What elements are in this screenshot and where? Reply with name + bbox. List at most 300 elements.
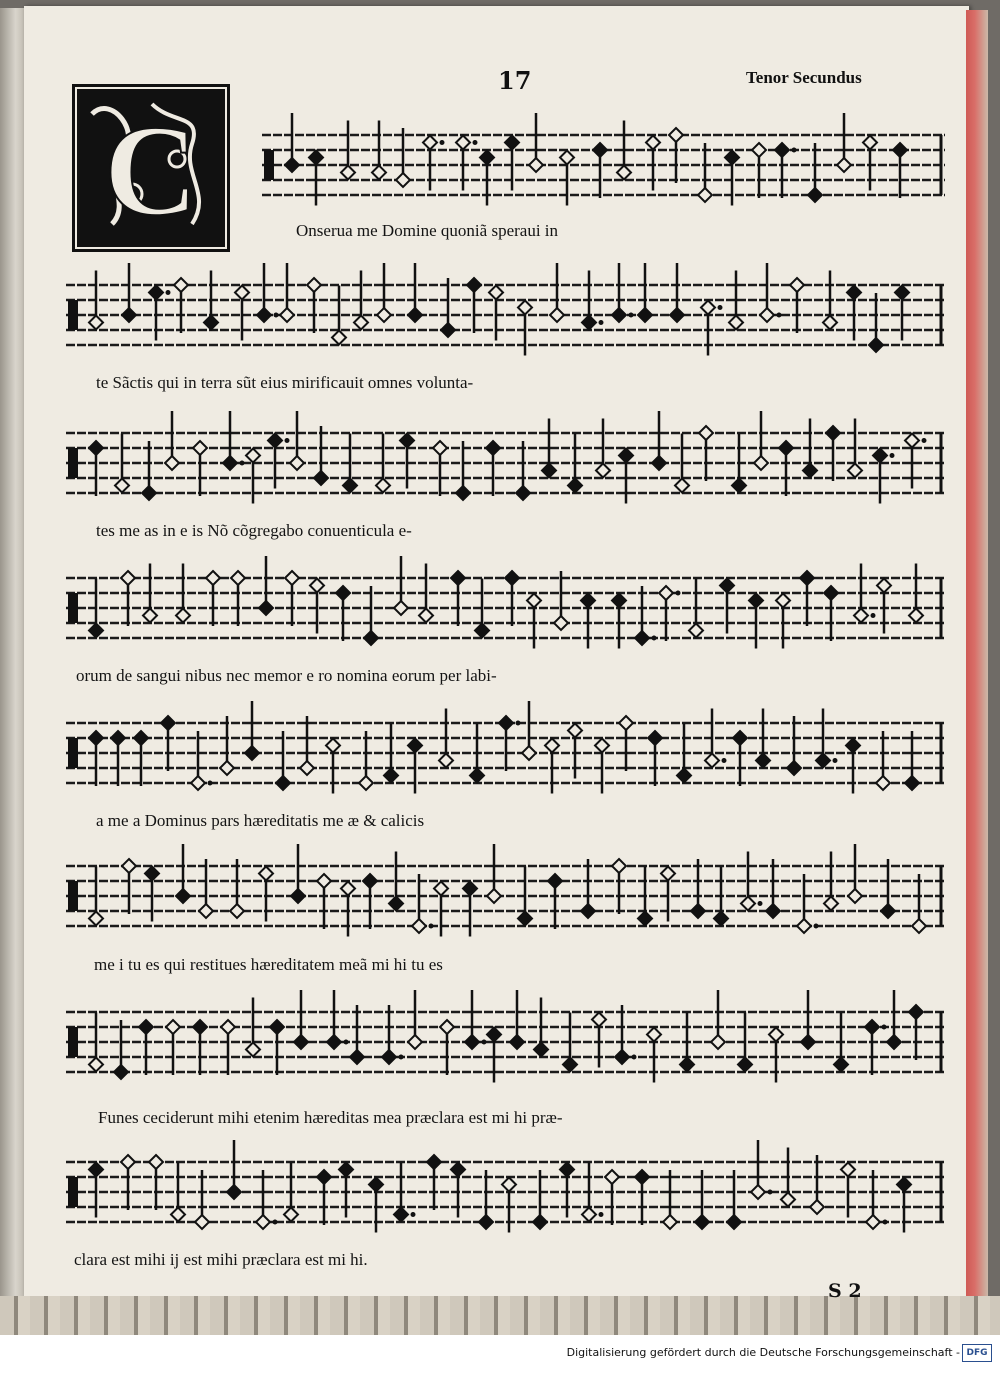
note-head	[808, 188, 822, 202]
note-head	[595, 739, 609, 753]
note-head	[560, 1163, 574, 1177]
note-head	[848, 464, 862, 478]
note-head	[489, 286, 503, 300]
initial-letter: C	[104, 99, 198, 243]
note-head	[617, 166, 631, 180]
note-head	[691, 904, 705, 918]
note-head	[865, 1020, 879, 1034]
note-dot	[285, 438, 290, 443]
note-dot	[833, 758, 838, 763]
note-head	[291, 889, 305, 903]
note-dot	[429, 924, 434, 929]
lyric-line-4: orum de sangui nibus nec memor e ro nomina eorum per labi-	[76, 666, 497, 685]
staff	[66, 263, 945, 356]
note-head	[897, 1178, 911, 1192]
note-head	[408, 308, 422, 322]
note-head	[847, 286, 861, 300]
staff	[66, 411, 945, 504]
note-head	[698, 188, 712, 202]
page-number: 17	[498, 66, 532, 95]
note-head	[670, 308, 684, 322]
note-head	[689, 624, 703, 638]
note-head	[456, 136, 470, 150]
note-head	[869, 338, 883, 352]
note-head	[582, 316, 596, 330]
note-dot	[599, 320, 604, 325]
note-head	[518, 301, 532, 315]
note-dot	[516, 721, 521, 726]
note-dot	[482, 1040, 487, 1045]
lyric-line-5: a me a Dominus pars hæreditatis me æ & calicis	[96, 811, 425, 830]
note-head	[268, 434, 282, 448]
note-head	[533, 1215, 547, 1229]
note-dot	[768, 1190, 773, 1195]
note-head	[810, 1200, 824, 1214]
note-head	[846, 739, 860, 753]
note-dot	[777, 313, 782, 318]
staff	[66, 556, 945, 649]
note-head	[166, 1020, 180, 1034]
note-head	[663, 1215, 677, 1229]
note-head	[776, 594, 790, 608]
note-head	[350, 1050, 364, 1064]
note-dot	[240, 461, 245, 466]
clef	[68, 881, 78, 911]
note-head	[905, 776, 919, 790]
note-head	[89, 624, 103, 638]
note-head	[121, 1155, 135, 1169]
voice-part-title: Tenor Secundus	[746, 68, 862, 87]
note-dot	[273, 1220, 278, 1225]
note-dot	[344, 1040, 349, 1045]
note-head	[451, 571, 465, 585]
note-head	[905, 434, 919, 448]
note-head	[235, 286, 249, 300]
note-head	[376, 479, 390, 493]
note-head	[749, 594, 763, 608]
note-head	[659, 586, 673, 600]
note-dot	[652, 636, 657, 641]
note-dot	[208, 781, 213, 786]
note-head	[801, 1035, 815, 1049]
note-head	[256, 1215, 270, 1229]
note-head	[176, 889, 190, 903]
note-head	[638, 912, 652, 926]
note-head	[873, 449, 887, 463]
note-head	[317, 1170, 331, 1184]
note-head	[121, 571, 135, 585]
note-head	[434, 882, 448, 896]
note-head	[615, 1050, 629, 1064]
note-head	[522, 746, 536, 760]
note-head	[134, 731, 148, 745]
note-head	[341, 882, 355, 896]
note-head	[246, 1043, 260, 1057]
note-head	[797, 919, 811, 933]
note-head	[412, 919, 426, 933]
note-head	[826, 426, 840, 440]
note-head	[142, 486, 156, 500]
note-head	[545, 739, 559, 753]
note-head	[89, 731, 103, 745]
book-binding	[0, 1296, 1000, 1336]
note-head	[837, 158, 851, 172]
signature-mark: S 2	[828, 1280, 862, 1302]
note-head	[581, 904, 595, 918]
lyric-line-2: te Sãctis qui in terra sũt eius mirificauit omnes volunta-	[96, 373, 474, 392]
note-head	[638, 308, 652, 322]
note-head	[675, 479, 689, 493]
note-head	[502, 1178, 516, 1192]
note-head	[895, 286, 909, 300]
note-head	[487, 1028, 501, 1042]
staff	[262, 113, 945, 206]
note-head	[396, 173, 410, 187]
note-head	[227, 1185, 241, 1199]
note-head	[581, 594, 595, 608]
note-dot	[882, 1025, 887, 1030]
note-head	[790, 278, 804, 292]
note-head	[787, 761, 801, 775]
note-head	[714, 912, 728, 926]
note-head	[751, 1185, 765, 1199]
note-head	[741, 897, 755, 911]
note-head	[377, 308, 391, 322]
note-head	[327, 1035, 341, 1049]
note-head	[343, 479, 357, 493]
note-head	[394, 1208, 408, 1222]
note-head	[259, 867, 273, 881]
note-head	[294, 1035, 308, 1049]
clef	[68, 1027, 78, 1057]
note-head	[336, 586, 350, 600]
note-head	[554, 616, 568, 630]
clef	[68, 738, 78, 768]
note-head	[752, 143, 766, 157]
note-head	[193, 441, 207, 455]
note-head	[270, 1020, 284, 1034]
note-head	[824, 897, 838, 911]
digitization-footer	[0, 1335, 1000, 1375]
note-dot	[890, 453, 895, 458]
note-head	[720, 579, 734, 593]
note-dot	[922, 438, 927, 443]
note-head	[206, 571, 220, 585]
note-head	[259, 601, 273, 615]
note-head	[204, 316, 218, 330]
note-head	[848, 889, 862, 903]
note-head	[635, 631, 649, 645]
note-head	[114, 1065, 128, 1079]
note-dot	[814, 924, 819, 929]
note-head	[174, 278, 188, 292]
note-head	[149, 1155, 163, 1169]
note-head	[648, 731, 662, 745]
note-dot	[718, 305, 723, 310]
note-dot	[792, 148, 797, 153]
note-head	[834, 1058, 848, 1072]
note-head	[427, 1155, 441, 1169]
note-head	[699, 426, 713, 440]
staff	[66, 990, 945, 1083]
note-head	[89, 316, 103, 330]
note-head	[341, 166, 355, 180]
note-head	[389, 897, 403, 911]
note-head	[423, 136, 437, 150]
note-head	[534, 1043, 548, 1057]
note-head	[359, 776, 373, 790]
note-head	[510, 1035, 524, 1049]
note-head	[760, 308, 774, 322]
note-head	[661, 867, 675, 881]
note-head	[257, 308, 271, 322]
note-head	[161, 716, 175, 730]
note-head	[89, 441, 103, 455]
note-head	[400, 434, 414, 448]
note-head	[300, 761, 314, 775]
note-dot	[722, 758, 727, 763]
note-head	[199, 904, 213, 918]
note-head	[619, 449, 633, 463]
note-head	[711, 1035, 725, 1049]
note-head	[605, 1170, 619, 1184]
note-head	[280, 308, 294, 322]
note-head	[635, 1170, 649, 1184]
note-head	[612, 308, 626, 322]
note-head	[505, 571, 519, 585]
note-head	[384, 769, 398, 783]
note-head	[245, 746, 259, 760]
note-head	[592, 1013, 606, 1027]
note-head	[122, 859, 136, 873]
note-head	[372, 166, 386, 180]
note-head	[881, 904, 895, 918]
note-head	[542, 464, 556, 478]
note-head	[440, 1020, 454, 1034]
note-head	[408, 1035, 422, 1049]
lyric-line-1: Onserua me Domine quoniã speraui in	[296, 221, 559, 240]
note-head	[89, 1163, 103, 1177]
note-head	[382, 1050, 396, 1064]
note-dot	[599, 1212, 604, 1217]
note-dot	[871, 613, 876, 618]
note-head	[705, 754, 719, 768]
note-head	[568, 724, 582, 738]
note-head	[326, 739, 340, 753]
note-head	[463, 882, 477, 896]
lyric-line-6: me i tu es qui restitues hæreditatem meã mi hi tu es	[94, 955, 443, 974]
note-head	[756, 754, 770, 768]
lyric-line-3: tes me as in e is Nõ cõgregabo conuenticula e-	[96, 521, 412, 540]
note-head	[231, 571, 245, 585]
note-head	[499, 716, 513, 730]
note-head	[680, 1058, 694, 1072]
staff	[66, 844, 945, 937]
note-head	[695, 1215, 709, 1229]
clef	[264, 150, 274, 180]
note-head	[893, 143, 907, 157]
clef	[68, 300, 78, 330]
note-head	[816, 754, 830, 768]
note-dot	[758, 901, 763, 906]
note-head	[143, 609, 157, 623]
note-head	[596, 464, 610, 478]
lyric-line-7: Funes ceciderunt mihi etenim hæreditas mea præclara est mi hi præ-	[98, 1108, 563, 1127]
note-head	[285, 571, 299, 585]
note-head	[652, 456, 666, 470]
dfg-logo: DFG	[962, 1344, 992, 1362]
note-head	[647, 1028, 661, 1042]
clef	[68, 448, 78, 478]
note-head	[171, 1208, 185, 1222]
note-head	[909, 609, 923, 623]
note-head	[727, 1215, 741, 1229]
note-dot	[166, 290, 171, 295]
note-head	[887, 1035, 901, 1049]
note-head	[223, 456, 237, 470]
note-head	[310, 579, 324, 593]
note-dot	[399, 1055, 404, 1060]
note-head	[560, 151, 574, 165]
note-head	[419, 609, 433, 623]
note-head	[563, 1058, 577, 1072]
note-dot	[632, 1055, 637, 1060]
note-head	[363, 874, 377, 888]
note-head	[246, 449, 260, 463]
note-head	[593, 143, 607, 157]
note-head	[909, 1005, 923, 1019]
note-head	[863, 136, 877, 150]
clef	[68, 1177, 78, 1207]
note-head	[732, 479, 746, 493]
note-head	[456, 486, 470, 500]
note-head	[781, 1193, 795, 1207]
note-head	[518, 912, 532, 926]
note-head	[89, 912, 103, 926]
note-head	[866, 1215, 880, 1229]
note-head	[612, 859, 626, 873]
note-head	[221, 1020, 235, 1034]
note-head	[193, 1020, 207, 1034]
note-head	[800, 571, 814, 585]
note-head	[314, 471, 328, 485]
note-head	[230, 904, 244, 918]
note-head	[487, 889, 501, 903]
note-head	[451, 1163, 465, 1177]
note-head	[823, 316, 837, 330]
note-head	[139, 1020, 153, 1034]
note-head	[309, 151, 323, 165]
note-head	[470, 769, 484, 783]
note-head	[733, 731, 747, 745]
note-head	[290, 456, 304, 470]
note-head	[841, 1163, 855, 1177]
note-head	[877, 579, 891, 593]
note-head	[111, 731, 125, 745]
note-dot	[440, 140, 445, 145]
note-head	[480, 151, 494, 165]
note-dot	[411, 1212, 416, 1217]
note-head	[176, 609, 190, 623]
note-head	[354, 316, 368, 330]
note-head	[529, 158, 543, 172]
note-head	[439, 754, 453, 768]
note-head	[527, 594, 541, 608]
note-head	[276, 776, 290, 790]
note-head	[339, 1163, 353, 1177]
lyric-line-8: clara est mihi ij est mihi præclara est mi hi.	[74, 1250, 368, 1269]
note-head	[285, 158, 299, 172]
note-head	[619, 716, 633, 730]
note-head	[364, 631, 378, 645]
note-head	[475, 624, 489, 638]
note-dot	[274, 313, 279, 318]
note-head	[854, 609, 868, 623]
note-head	[332, 331, 346, 345]
note-head	[220, 761, 234, 775]
note-head	[769, 1028, 783, 1042]
note-head	[394, 601, 408, 615]
note-head	[115, 479, 129, 493]
note-head	[803, 464, 817, 478]
funding-credit: Digitalisierung gefördert durch die Deutsche Forschungsgemeinschaft -	[566, 1346, 960, 1359]
note-head	[677, 769, 691, 783]
note-head	[307, 278, 321, 292]
note-head	[738, 1058, 752, 1072]
staff	[66, 701, 945, 794]
note-head	[912, 919, 926, 933]
note-head	[433, 441, 447, 455]
note-head	[505, 136, 519, 150]
note-head	[89, 1058, 103, 1072]
note-head	[165, 456, 179, 470]
note-head	[876, 776, 890, 790]
note-head	[612, 594, 626, 608]
note-head	[775, 143, 789, 157]
note-head	[516, 486, 530, 500]
note-head	[766, 904, 780, 918]
staff	[66, 1140, 945, 1233]
note-head	[369, 1178, 383, 1192]
note-head	[191, 776, 205, 790]
note-head	[646, 136, 660, 150]
note-dot	[676, 591, 681, 596]
note-head	[467, 278, 481, 292]
note-head	[669, 128, 683, 142]
note-head	[701, 301, 715, 315]
note-head	[479, 1215, 493, 1229]
note-head	[486, 441, 500, 455]
note-head	[465, 1035, 479, 1049]
note-dot	[629, 313, 634, 318]
note-dot	[473, 140, 478, 145]
note-head	[317, 874, 331, 888]
note-head	[149, 286, 163, 300]
note-head	[568, 479, 582, 493]
note-head	[284, 1208, 298, 1222]
note-head	[441, 323, 455, 337]
note-head	[122, 308, 136, 322]
note-head	[145, 867, 159, 881]
note-head	[754, 456, 768, 470]
note-head	[779, 441, 793, 455]
note-head	[195, 1215, 209, 1229]
note-dot	[883, 1220, 888, 1225]
note-head	[408, 739, 422, 753]
note-head	[550, 308, 564, 322]
note-head	[548, 874, 562, 888]
note-head	[725, 151, 739, 165]
